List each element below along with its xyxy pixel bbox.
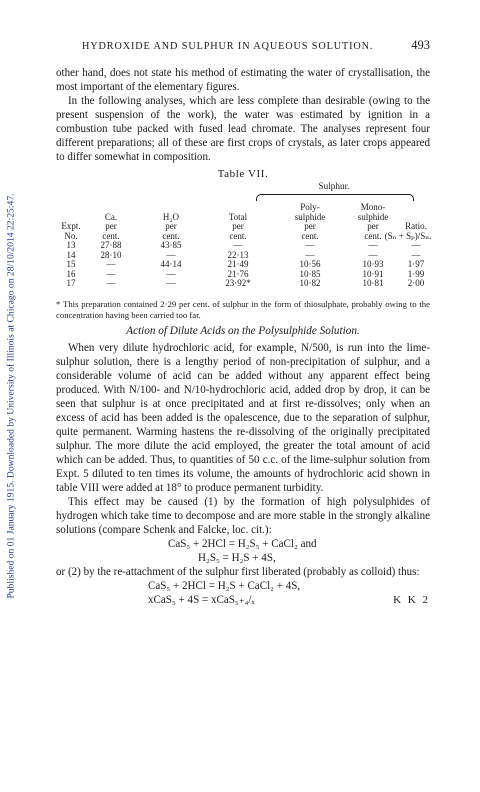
table-header-cell: Ratio. <box>405 221 427 231</box>
table-row <box>56 241 430 250</box>
table-cell: 44·14 <box>160 259 182 269</box>
table-header-cell: cent. <box>162 230 180 241</box>
table-cell: — <box>305 240 315 250</box>
table-header-row-3 <box>56 222 430 231</box>
table-cell: — <box>411 249 421 260</box>
table-title: Table VII. <box>217 168 269 180</box>
table-header-cell: per <box>367 221 379 231</box>
equation-1: CaS₅ + 2HCl = H₂S₅ + CaCl₂ and <box>168 538 317 550</box>
table-cell: 21·76 <box>227 268 249 279</box>
table-cell: 23·92* <box>225 278 251 288</box>
paragraph-3: When very dilute hydrochloric acid, for example, N/500, is run into the lime-sulphur solution, there is a lengthy period of non-precipitation of sulphur, and a considerable volume of acid can be added without any apparent effect being produced. With N/100- and N/10-hydrochloric acid, added drop by drop, it can be seen that sulphur is at once precipitated and at first re-dissolves; only when an excess of acid has been added is the opalescence, due to the separation of sulphur, quite permanent. Warming hastens the re-dissolving of the originally precipitated sulphur. The more dilute the acid employed, the greater the total amount of acid which can be added. Thus, to quantities of 50 c.c. of the lime-sulphur solution from Expt. 5 diluted to ten times its volume, the amounts of hydrochloric acid shown in table VIII were added at 18° to produce permanent turbidity. <box>56 342 430 494</box>
table-header-cell: cent. <box>301 230 319 241</box>
page-number: 493 <box>411 38 430 52</box>
table-header-cell: No. <box>64 230 78 241</box>
paragraph-5: or (2) by the re-attachment of the sulphur first liberated (probably as colloid) thus: <box>56 566 420 578</box>
table-cell: 10·56 <box>299 259 321 269</box>
table-cell: 27·88 <box>100 240 122 250</box>
table-cell: 10·81 <box>362 278 384 288</box>
table-group-header: Sulphur. <box>318 181 350 191</box>
document-page <box>56 38 430 607</box>
table-cell: 17 <box>66 278 76 288</box>
table-header-cell: (Sₙ + Sₚ)/Sₙ. <box>384 230 432 241</box>
table-header-row-1 <box>56 203 430 212</box>
table-header-cell: cent. <box>102 230 120 241</box>
table-header-cell: cent. <box>229 230 247 241</box>
table-cell: 16 <box>66 268 76 279</box>
table-header-cell: per <box>232 221 244 231</box>
table-header-cell: sulphide <box>357 211 389 222</box>
table-cell: 43·85 <box>160 240 182 250</box>
table-cell: 10·85 <box>299 268 321 279</box>
table-cell: — <box>233 240 243 250</box>
table-header-cell: Expt. <box>61 221 81 231</box>
header-title: HYDROXIDE AND SULPHUR IN AQUEOUS SOLUTION. <box>82 41 374 52</box>
table-cell: — <box>166 249 176 260</box>
table-cell: — <box>106 259 116 269</box>
table-cell: — <box>368 249 378 260</box>
table-cell: 1·97 <box>407 259 425 269</box>
table-cell: 10·82 <box>299 278 321 288</box>
paragraph-2: In the following analyses, which are less complete than desirable (owing to the present suspension of the work), the water was estimated by ignition in a combustion tube packed with fused lead chromate. The analyses represent four different preparations; all of these are first crops of crystals, as later crops appeared to differ somewhat in composition. <box>56 95 430 163</box>
paragraph-4: This effect may be caused (1) by the formation of high polysulphides of hydrogen which take time to decompose and are more stable in the strongly alkaline solutions (compare Schenk and Falcke, loc. cit.): <box>56 496 430 536</box>
table-cell: — <box>106 278 116 288</box>
table-cell: 10·91 <box>362 268 384 279</box>
signature-mark: K K 2 <box>393 594 430 606</box>
table-cell: — <box>166 278 176 288</box>
paragraph-1: other hand, does not state his method of estimating the water of crystallisation, the most important of the elementary figures. <box>56 67 430 93</box>
table-cell: — <box>368 240 378 250</box>
table-header-cell: per <box>105 221 117 231</box>
sidebar-watermark <box>0 0 22 792</box>
table-header-cell: per <box>304 221 316 231</box>
table-cell: 10·93 <box>362 259 384 269</box>
equation-4: xCaS₅ + 4S = xCaS₅₊₄/ₓ <box>148 594 255 606</box>
table-cell: 22·13 <box>227 249 249 260</box>
download-watermark-text: Published on 01 January 1915. Downloaded by University of Illinois at Chicago on 28/10/2014 22:25:47. <box>5 193 17 599</box>
table-header-cell: Total <box>228 211 248 222</box>
table-header-cell: H₂O <box>162 211 180 222</box>
table-cell: 14 <box>66 249 76 260</box>
table-header-cell: Mono- <box>360 202 386 212</box>
running-header <box>82 38 430 53</box>
table-row <box>56 260 430 269</box>
table-cell: 2·00 <box>407 278 425 288</box>
table-cell: 21·49 <box>227 259 249 269</box>
table-cell: — <box>411 240 421 250</box>
table-cell: — <box>305 249 315 260</box>
table-header-cell: per <box>165 221 177 231</box>
table-header-cell: sulphide <box>294 211 326 222</box>
table-header-cell: Ca. <box>104 211 118 222</box>
table-row <box>56 279 430 288</box>
table-group-brace <box>256 194 414 201</box>
data-table <box>56 181 430 299</box>
section-heading: Action of Dilute Acids on the Polysulphide Solution. <box>126 325 360 337</box>
table-cell: 15 <box>66 259 76 269</box>
table-cell: — <box>106 268 116 279</box>
table-cell: 13 <box>66 240 76 250</box>
table-cell: — <box>166 268 176 279</box>
equation-3: CaS₅ + 2HCl = H₂S + CaCl₂ + 4S, <box>148 580 301 592</box>
table-header-cell: cent. <box>364 230 382 241</box>
equation-2: H₂S₅ = H₂S + 4S, <box>198 552 276 564</box>
table-cell: 1·99 <box>407 268 425 279</box>
table-cell: 28·10 <box>100 249 122 260</box>
table-header-cell: Poly- <box>300 202 320 212</box>
equation-4-line <box>148 593 430 607</box>
table-footnote: * This preparation contained 2·29 per cent. of sulphur in the form of thiosulphate, probably owing to the concentration having been carried too far. <box>56 299 430 320</box>
